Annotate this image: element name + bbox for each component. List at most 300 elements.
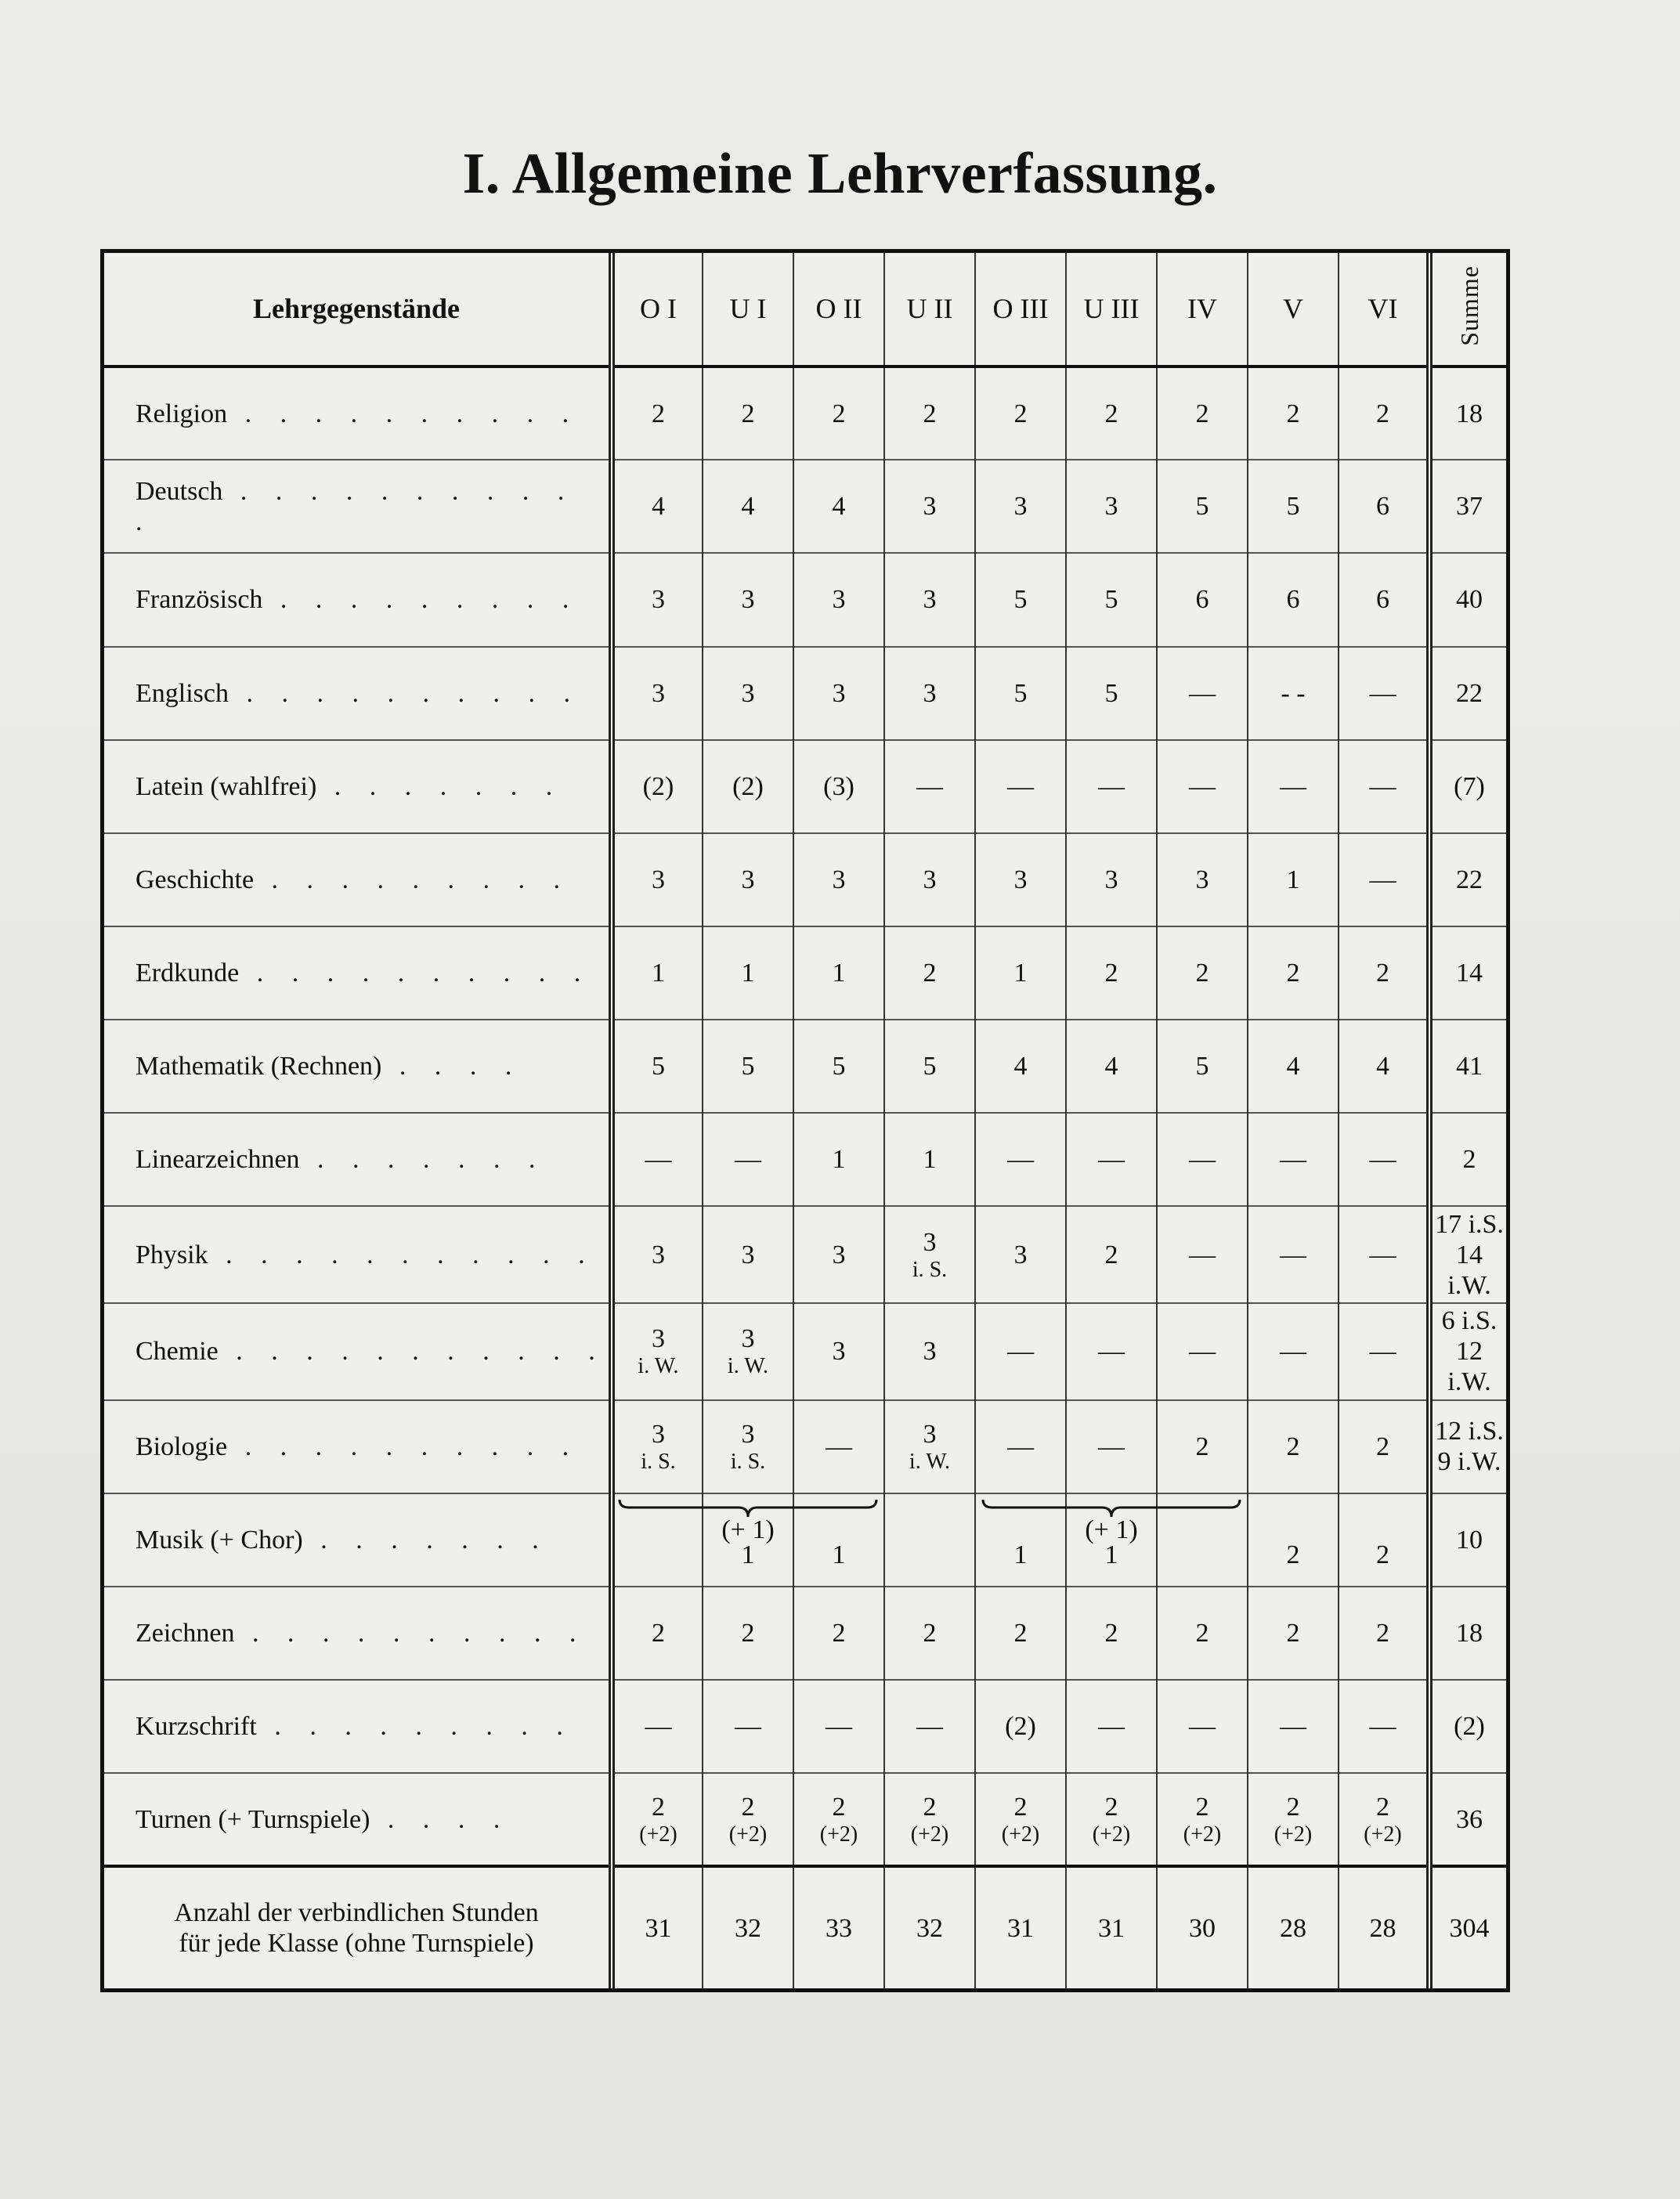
hours-value: (2): [732, 771, 764, 801]
hours-cell: [1339, 740, 1429, 833]
hours-cell: [612, 1587, 703, 1680]
total-cell: 33: [793, 1866, 884, 1988]
hours-cell: [1066, 647, 1157, 740]
sum-cell: [1429, 1587, 1506, 1680]
sum-value: 12 i.S.: [1435, 1417, 1504, 1446]
sum-cell: [1429, 833, 1506, 926]
total-cell: 31: [612, 1866, 703, 1988]
hours-cell: [1248, 1773, 1339, 1866]
hours-value: —: [1280, 1145, 1306, 1175]
hours-cell: [884, 833, 975, 926]
sum-value: (7): [1454, 771, 1485, 801]
hours-cell: [793, 1587, 884, 1680]
hours-value: 2: [1286, 399, 1300, 428]
hours-value: 2: [1286, 959, 1300, 988]
class-header: VI: [1339, 253, 1429, 366]
hours-cell: [703, 553, 793, 646]
hours-cell: [703, 740, 793, 833]
subject-cell: [104, 1773, 612, 1866]
leader-dots: . . . . . . . . . .: [234, 1619, 587, 1648]
hours-cell: [1339, 1773, 1429, 1866]
hours-cell: [612, 1773, 703, 1866]
hours-cell: [703, 1020, 793, 1113]
hours-value: —: [1280, 771, 1306, 801]
hours-cell: [1066, 460, 1157, 553]
hours-cell: [884, 1020, 975, 1113]
sum-value: (2): [1454, 1712, 1485, 1742]
hours-cell: [975, 926, 1066, 1020]
total-label-cell: [104, 1866, 612, 1988]
subject-cell: [104, 1020, 612, 1113]
hours-cell: [975, 366, 1066, 460]
hours-cell: [703, 926, 793, 1020]
hours-cell: [1157, 1113, 1248, 1206]
hours-cell: [612, 1680, 703, 1773]
hours-cell: [1248, 1400, 1339, 1493]
hours-note: (+2): [728, 1822, 768, 1847]
hours-value: 3: [652, 865, 665, 894]
subject-name: Linearzeichnen: [135, 1145, 300, 1175]
hours-value: 3: [832, 585, 846, 615]
hours-value: —: [735, 1712, 761, 1742]
hours-value: 3: [923, 492, 937, 522]
hours-cell: [793, 1020, 884, 1113]
hours-cell: [884, 1680, 975, 1773]
hours-cell: [612, 1020, 703, 1113]
hours-value: 3: [741, 1419, 755, 1449]
hours-value: —: [826, 1432, 852, 1461]
hours-value: 3: [923, 1419, 937, 1449]
total-cell: 32: [703, 1866, 793, 1988]
hours-value: 4: [741, 492, 755, 522]
hours-cell: [884, 553, 975, 646]
hours-value: —: [1098, 771, 1125, 801]
hours-cell: [703, 1400, 793, 1493]
hours-cell: [1339, 1680, 1429, 1773]
table-row: [104, 460, 1506, 553]
hours-cell: [612, 926, 703, 1020]
hours-cell: [1339, 647, 1429, 740]
hours-value: —: [1189, 1145, 1216, 1175]
hours-value: 4: [1013, 1052, 1028, 1081]
hours-value: 4: [832, 492, 846, 522]
leader-dots: . . . . . . . . . .: [227, 1432, 580, 1461]
hours-value: - -: [1281, 678, 1306, 708]
hours-cell: [1339, 460, 1429, 553]
hours-value: 5: [832, 1052, 846, 1081]
hours-value: 1: [832, 1540, 846, 1569]
hours-cell: [975, 1020, 1066, 1113]
hours-value: 3: [1013, 865, 1028, 894]
hours-value: —: [1369, 1240, 1396, 1269]
hours-value: —: [1098, 1432, 1125, 1461]
sum-value: 18: [1456, 1619, 1483, 1648]
hours-value: 5: [652, 1052, 665, 1081]
hours-value: 2: [1195, 399, 1209, 428]
hours-value: 3: [1195, 865, 1209, 894]
hours-note: (+2): [910, 1822, 949, 1847]
subject-name: Deutsch: [135, 476, 223, 506]
hours-cell: [1248, 926, 1339, 1020]
hours-cell: [793, 740, 884, 833]
hours-cell: [1066, 833, 1157, 926]
hours-value: —: [1098, 1337, 1125, 1367]
sum-cell: [1429, 553, 1506, 646]
hours-cell: [1339, 926, 1429, 1020]
table-row: [104, 926, 1506, 1020]
hours-value: 3: [741, 1240, 755, 1269]
table-row: [104, 1113, 1506, 1206]
hours-value: 3: [923, 865, 937, 894]
hours-value: —: [1369, 771, 1396, 801]
hours-cell: [1248, 1206, 1339, 1303]
hours-value: (3): [823, 771, 854, 801]
table-row: [104, 1020, 1506, 1113]
hours-value: 2: [741, 399, 755, 428]
hours-cell: [1066, 1587, 1157, 1680]
hours-value: —: [1280, 1712, 1306, 1742]
leader-dots: . . . . . . . . . . .: [135, 476, 576, 536]
hours-value: 3: [923, 585, 937, 615]
class-header: U I: [703, 253, 793, 366]
hours-value: —: [826, 1712, 852, 1742]
hours-value: 2: [1286, 1540, 1300, 1569]
hours-value: 2: [1376, 1432, 1389, 1461]
sum-value: 40: [1456, 585, 1483, 615]
hours-value: 1: [741, 1540, 755, 1569]
hours-value: 2: [1013, 399, 1028, 428]
sum-cell: [1429, 1206, 1506, 1303]
hours-value: 3: [741, 678, 755, 708]
hours-value: 3: [923, 1337, 937, 1367]
hours-value: 2: [923, 1619, 937, 1648]
table-row: [104, 833, 1506, 926]
hours-value: —: [916, 1712, 943, 1742]
hours-value: 3: [652, 1240, 665, 1269]
hours-cell: [1339, 1113, 1429, 1206]
hours-value: —: [1007, 1145, 1034, 1175]
hours-cell: [1248, 833, 1339, 926]
hours-cell: [884, 1303, 975, 1400]
hours-cell: [1248, 1493, 1339, 1587]
hours-value: 2: [652, 1619, 665, 1648]
total-cell: 28: [1339, 1866, 1429, 1988]
hours-value: 2: [1286, 1432, 1300, 1461]
hours-cell: [612, 1303, 703, 1400]
hours-value: 2: [1104, 1619, 1118, 1648]
hours-cell: [1339, 1400, 1429, 1493]
hours-cell: [793, 1303, 884, 1400]
hours-cell: [975, 1206, 1066, 1303]
hours-value: —: [916, 771, 943, 801]
class-header: O I: [612, 253, 703, 366]
class-header: U III: [1066, 253, 1157, 366]
hours-cell: [1066, 553, 1157, 646]
sum-header-label: Summe: [1454, 265, 1483, 347]
leader-dots: . . . . . . .: [299, 1145, 547, 1175]
header-row: [104, 253, 1506, 366]
hours-cell: [884, 1113, 975, 1206]
leader-dots: . . . . . . . . . . .: [218, 1337, 606, 1367]
hours-value: 2: [1104, 1792, 1118, 1822]
hours-cell: [703, 460, 793, 553]
hours-value: 4: [1286, 1052, 1300, 1081]
hours-value: 2: [741, 1619, 755, 1648]
sum-value: 14: [1456, 959, 1483, 988]
hours-cell: [1066, 740, 1157, 833]
table-row: [104, 1400, 1506, 1493]
hours-note: i. S.: [912, 1257, 948, 1282]
hours-cell: [1157, 460, 1248, 553]
leader-dots: . . . . . . . . . .: [228, 678, 581, 708]
hours-cell: [703, 1303, 793, 1400]
subject-cell: [104, 1303, 612, 1400]
sum-value: 17 i.S.: [1435, 1209, 1504, 1239]
hours-note: i. W.: [727, 1354, 769, 1379]
hours-value: —: [1369, 1712, 1396, 1742]
subject-name: Zeichnen: [135, 1619, 235, 1648]
subject-name: Erdkunde: [135, 959, 240, 988]
subject-cell: [104, 833, 612, 926]
class-header: IV: [1157, 253, 1248, 366]
sum-cell: [1429, 740, 1506, 833]
hours-cell: [1248, 1303, 1339, 1400]
hours-value: 2: [1376, 1619, 1389, 1648]
hours-note: (+2): [639, 1822, 677, 1847]
hours-value: 2: [652, 399, 665, 428]
subject-name: Turnen (+ Turnspiele): [135, 1804, 370, 1834]
subject-name: Mathematik (Rechnen): [135, 1052, 382, 1081]
leader-dots: . . . . . . . . . . .: [208, 1240, 596, 1269]
hours-value: —: [1007, 771, 1034, 801]
hours-value: —: [1369, 1145, 1396, 1175]
hours-value: 6: [1376, 492, 1389, 522]
hours-value: 3: [652, 585, 665, 615]
leader-dots: . . . .: [370, 1804, 511, 1834]
table-row: [104, 647, 1506, 740]
hours-note: (+2): [1092, 1822, 1131, 1847]
subject-name: Geschichte: [135, 865, 255, 894]
total-label-line2: für jede Klasse (ohne Turnspiele): [179, 1929, 534, 1959]
hours-cell: [884, 740, 975, 833]
sum-cell: [1429, 1113, 1506, 1206]
sum-cell: [1429, 1680, 1506, 1773]
hours-cell: [1248, 1587, 1339, 1680]
hours-value: 3: [652, 678, 665, 708]
subject-name: Religion: [135, 399, 228, 428]
hours-value: 2: [1376, 399, 1389, 428]
hours-value: 2: [1376, 959, 1389, 988]
subject-cell: [104, 740, 612, 833]
hours-cell: [703, 366, 793, 460]
hours-cell: [1157, 1680, 1248, 1773]
hours-cell: [612, 647, 703, 740]
hours-cell: [975, 740, 1066, 833]
hours-value: 3: [832, 678, 846, 708]
hours-cell: [1157, 553, 1248, 646]
leader-dots: . . . . . . . . .: [254, 865, 572, 894]
table-row: [104, 366, 1506, 460]
hours-value: 5: [1013, 585, 1028, 615]
hours-value: 2: [1195, 1432, 1209, 1461]
hours-cell: [1157, 1587, 1248, 1680]
hours-value: —: [1280, 1337, 1306, 1367]
hours-cell: [1157, 833, 1248, 926]
hours-cell: [793, 1773, 884, 1866]
table-row: [104, 1206, 1506, 1303]
hours-value: 1: [1286, 865, 1300, 894]
hours-cell: [884, 1493, 975, 1587]
hours-value: 5: [1104, 678, 1118, 708]
hours-cell: [612, 1113, 703, 1206]
hours-cell: [1339, 833, 1429, 926]
hours-cell: [1157, 647, 1248, 740]
hours-value: 2: [832, 1619, 846, 1648]
hours-value: —: [645, 1712, 672, 1742]
subject-name: Englisch: [135, 678, 229, 708]
hours-cell: [975, 1303, 1066, 1400]
hours-cell: [703, 1587, 793, 1680]
hours-cell: [793, 647, 884, 740]
hours-cell: [1157, 1400, 1248, 1493]
class-header: O II: [793, 253, 884, 366]
hours-value: 2: [923, 959, 937, 988]
hours-cell: [703, 1113, 793, 1206]
hours-value: 2: [1376, 1540, 1389, 1569]
hours-value: 3: [1104, 865, 1118, 894]
hours-cell: [612, 833, 703, 926]
total-cell: 31: [975, 1866, 1066, 1988]
hours-cell: [1066, 1773, 1157, 1866]
sum-value: 6 i.S.: [1441, 1306, 1498, 1336]
sum-cell: [1429, 460, 1506, 553]
hours-value: —: [1369, 865, 1396, 894]
hours-value: —: [1098, 1712, 1125, 1742]
hours-cell: [975, 1587, 1066, 1680]
subject-name: Physik: [135, 1240, 208, 1269]
hours-cell: [975, 833, 1066, 926]
hours-cell: [793, 553, 884, 646]
hours-value: —: [1369, 1337, 1396, 1367]
sum-header: [1429, 253, 1506, 366]
total-cell: 30: [1157, 1866, 1248, 1988]
hours-cell: [1066, 1303, 1157, 1400]
total-cell: 28: [1248, 1866, 1339, 1988]
subject-cell: [104, 553, 612, 646]
hours-value: 2: [1195, 1792, 1209, 1822]
hours-cell: [793, 926, 884, 1020]
hours-note: (+2): [819, 1822, 858, 1847]
subject-cell: [104, 1113, 612, 1206]
hours-cell: [1339, 1303, 1429, 1400]
hours-cell: [612, 1206, 703, 1303]
hours-cell: [1157, 926, 1248, 1020]
hours-cell: [1248, 366, 1339, 460]
subject-cell: [104, 1493, 612, 1587]
hours-cell: [975, 1400, 1066, 1493]
hours-value: (2): [642, 771, 674, 801]
hours-value: 5: [923, 1052, 937, 1081]
leader-dots: . . . . . . . . .: [256, 1712, 574, 1742]
table-row: [104, 553, 1506, 646]
sum-value: 14 i.W.: [1447, 1240, 1491, 1300]
subject-name: Biologie: [135, 1432, 228, 1461]
hours-value: 2: [1376, 1792, 1389, 1822]
hours-cell: [1339, 553, 1429, 646]
hours-value: —: [1189, 771, 1216, 801]
hours-value: —: [1280, 1240, 1306, 1269]
hours-value: 2: [923, 1792, 937, 1822]
subject-cell: [104, 1680, 612, 1773]
hours-value: 2: [652, 1792, 665, 1822]
hours-cell: [1066, 1400, 1157, 1493]
hours-value: 4: [1376, 1052, 1389, 1081]
class-header: V: [1248, 253, 1339, 366]
hours-cell: [975, 647, 1066, 740]
sum-cell: [1429, 926, 1506, 1020]
total-sum-cell: 304: [1429, 1866, 1506, 1988]
hours-value: 3: [741, 865, 755, 894]
subject-cell: [104, 1400, 612, 1493]
hours-cell: [793, 1206, 884, 1303]
hours-value: 3: [1013, 1240, 1028, 1269]
subject-name: Chemie: [135, 1337, 219, 1367]
sum-value: 10: [1456, 1525, 1483, 1554]
sum-cell: [1429, 1303, 1506, 1400]
hours-value: —: [1189, 1240, 1216, 1269]
sum-cell: [1429, 1493, 1506, 1587]
hours-cell: [884, 460, 975, 553]
hours-value: 2: [1104, 959, 1118, 988]
hours-cell: [793, 833, 884, 926]
hours-value: 2: [1286, 1619, 1300, 1648]
hours-cell: [884, 1587, 975, 1680]
hours-cell: [1157, 1206, 1248, 1303]
hours-cell: [612, 553, 703, 646]
hours-value: 6: [1195, 585, 1209, 615]
hours-cell: [1248, 1020, 1339, 1113]
leader-dots: . . . . . . .: [302, 1525, 550, 1554]
total-label-line1: Anzahl der verbindlichen Stunden: [174, 1898, 539, 1928]
subject-cell: [104, 926, 612, 1020]
hours-value: 5: [1104, 585, 1118, 615]
subject-cell: [104, 647, 612, 740]
hours-value: 5: [741, 1052, 755, 1081]
hours-cell: [884, 647, 975, 740]
hours-value: 3: [1104, 492, 1118, 522]
sum-value: 41: [1456, 1052, 1483, 1081]
hours-note: (+2): [1183, 1822, 1222, 1847]
hours-value: 3: [741, 585, 755, 615]
lehrverfassung-table: [104, 253, 1506, 1988]
hours-note: i. S.: [641, 1449, 676, 1474]
chor-label: (+ 1): [721, 1515, 775, 1544]
hours-cell: [975, 1113, 1066, 1206]
hours-value: —: [1007, 1432, 1034, 1461]
subject-cell: [104, 460, 612, 553]
subject-name: Kurzschrift: [135, 1712, 257, 1742]
hours-value: 2: [1286, 1792, 1300, 1822]
total-cell: 31: [1066, 1866, 1157, 1988]
hours-cell: [612, 740, 703, 833]
sum-value: 12 i.W.: [1447, 1337, 1491, 1397]
hours-value: 3: [832, 1240, 846, 1269]
hours-note: i. W.: [638, 1354, 679, 1379]
sum-value: 18: [1456, 399, 1483, 428]
leader-dots: . . . .: [381, 1052, 523, 1081]
hours-cell: [1339, 1020, 1429, 1113]
subject-header: Lehrgegenstände: [104, 253, 612, 366]
